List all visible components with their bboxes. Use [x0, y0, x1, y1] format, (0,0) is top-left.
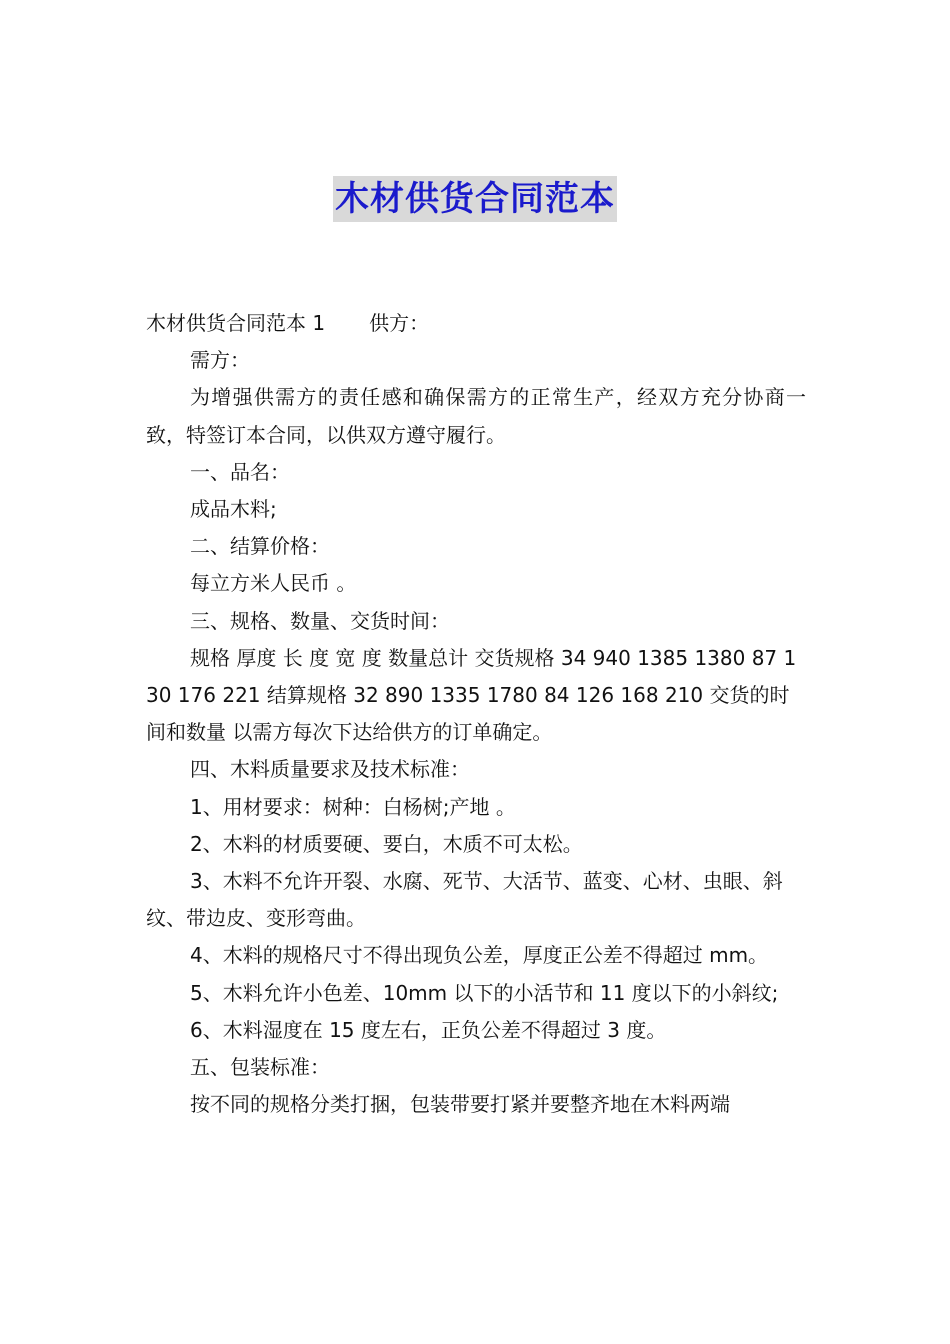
paragraph-quality-5: 5、木料允许小色差、10mm 以下的小活节和 11 度以下的小斜纹; [190, 980, 779, 1005]
paragraph-quality-1: 1、用材要求：树种：白杨树;产地 。 [190, 794, 516, 819]
paragraph-quality-3: 3、木料不允许开裂、水腐、死节、大活节、蓝变、心材、虫眼、斜纹、带边皮、变形弯曲。 [146, 869, 783, 931]
document-body [146, 305, 806, 1123]
paragraph-heading-line [146, 305, 806, 342]
paragraph-quality-4: 4、木料的规格尺寸不得出现负公差，厚度正公差不得超过 mm。 [190, 943, 769, 968]
document-title: 木材供货合同范本 [333, 176, 617, 222]
section-heading-quality: 四、木料质量要求及技术标准： [190, 757, 470, 782]
section-heading-packaging: 五、包装标准： [190, 1055, 330, 1080]
title-container [0, 176, 950, 222]
paragraph-quality-2: 2、木料的材质要硬、要白，木质不可太松。 [190, 831, 583, 856]
contract-number-label: 木材供货合同范本 1 [146, 311, 326, 335]
section-heading-product-name: 一、品名： [190, 459, 290, 484]
section-heading-specifications: 三、规格、数量、交货时间： [190, 608, 450, 633]
paragraph-settlement-price: 每立方米人民币 。 [190, 571, 357, 596]
paragraph-quality-6: 6、木料湿度在 15 度左右，正负公差不得超过 3 度。 [190, 1017, 667, 1042]
paragraph-packaging: 按不同的规格分类打捆，包装带要打紧并要整齐地在木料两端 [190, 1092, 730, 1117]
buyer-label: 需方： [190, 348, 250, 373]
paragraph-specifications: 规格 厚度 长 度 宽 度 数量总计 交货规格 34 940 1385 1380 87 130 176 221 结算规格 32 890 1335 1780 84 126 168 210 交货的时间和数量 以需方每次下达给供方的订单确定。 [146, 645, 797, 745]
paragraph-product-name: 成品木料; [190, 497, 277, 522]
paragraph-preamble: 为增强供需方的责任感和确保需方的正常生产，经双方充分协商一致，特签订本合同，以供双方遵守履行。 [146, 385, 806, 447]
section-heading-settlement-price: 二、结算价格： [190, 534, 330, 559]
supplier-label: 供方： [369, 311, 430, 335]
